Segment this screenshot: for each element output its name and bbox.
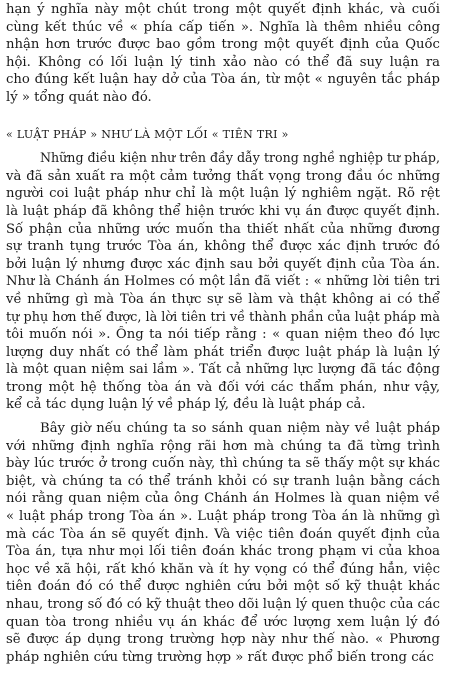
text-line: về những gì mà Tòa án thực sự sẽ làm và thật không ai có thể [6,291,440,307]
text-line: cùng kết thúc về « phía cấp tiến ». Nghĩa là thêm nhiều công [6,19,440,35]
paragraph-3 [6,420,440,666]
text-line: quan tòa trong nhiều vụ án khác để ước lượng xem luận lý đó [6,614,440,630]
text-line: tôi muốn nói ». Ông ta nói tiếp rằng : « quan niệm theo đó lực [6,327,440,343]
text-line: học về xã hội, rất khó khăn và ít hy vọng có thể đúng hẳn, việc [6,561,440,577]
text-line: mà các Tòa án sẽ quyết định. Và việc tiên đoán quyết định của [6,526,440,542]
text-line: Số phận của những ước muốn tha thiết nhất của những đương [6,221,440,237]
text-line: tiên đoán đó có thể được nghiên cứu bởi một số kỹ thuật khác [6,579,440,595]
text-line: và đã sản xuất ra một cảm tưởng thất vọng trong đầu óc những [6,168,440,184]
text-line: « luật pháp trong Tòa án ». Luật pháp trong Tòa án là những gì [6,509,440,525]
text-line: nhau, trong số đó có kỹ thuật theo dõi luận lý quen thuộc của các [6,597,440,612]
text-line: tự phụ hơn thế được, là lời tiên tri về thành phần của luật pháp mà [6,309,440,325]
text-line: pháp nghiên cứu từng trường hợp » rất được phổ biến trong các [6,649,434,665]
text-line: Những điều kiện như trên đầy dẫy trong nghề nghiệp tư pháp, [40,151,440,167]
text-line: kể cả tác dụng luận lý về pháp lý, đều là luật pháp cả. [6,397,366,413]
text-line: là một quan niệm sai lầm ». Tất cả những lực lượng đã tác động [6,362,440,378]
text-line: Như là Chánh án Holmes có một lần đã viết : « những lời tiên tri [6,274,440,290]
text-line: bày lúc trước ở trong cuốn này, thì chúng ta sẽ thấy một sự khác [6,456,440,472]
text-line: hạn ý nghĩa này một chút trong một quyết định khác, và cuối [6,2,440,17]
text-line: biệt, và chúng ta có thể tránh khỏi có sự tranh luận bằng cách [6,473,440,489]
text-line: sẽ được áp dụng trong trường hợp này như thế nào. « Phương [6,632,440,648]
text-line: nhận hơn trước được bao gồm trong một quyết định của Quốc [6,37,440,53]
text-line: bởi luận lý nhưng được xác định sau bởi quyết định của Tòa án. [6,256,440,272]
text-line: hội. Không có lối luận lý tinh xảo nào có thể đã suy luận ra [6,54,440,70]
section-heading: « LUẬT PHÁP » NHƯ LÀ MỘT LỐI « TIÊN TRI » [6,127,289,141]
text-line: Tòa án, tựa như mọi lối tiên đoán khác trong phạm vi của khoa [6,544,440,560]
text-line: là luật pháp đã không thể hiện trước khi vụ án được quyết định. [6,203,440,219]
text-line: nói rằng quan niệm của ông Chánh án Holmes là quan niệm về [6,491,440,507]
text-line: với những định nghĩa rộng rãi hơn mà chúng ta đã từng trình [6,438,440,454]
text-line: cho đúng kết luận hay dở của Tòa án, từ một « nguyên tắc pháp [6,72,440,88]
text-line: Bây giờ nếu chúng ta so sánh quan niệm này về luật pháp [40,421,440,437]
text-line: người coi luật pháp như chỉ là một luận lý nghiêm ngặt. Rõ rệt [6,186,440,202]
paragraph-2 [6,150,440,414]
paragraph-1 [6,1,440,107]
text-line: lý » tổng quát nào đó. [6,89,152,105]
text-line: lượng duy nhất có thể làm phát triển được luật pháp là luận lý [6,344,440,360]
text-line: trong một hệ thống tòa án và đối với các thẩm phán, như vậy, [6,379,440,395]
text-line: sự tranh tụng trước Tòa án, không thể được xác định trước đó [6,239,440,255]
